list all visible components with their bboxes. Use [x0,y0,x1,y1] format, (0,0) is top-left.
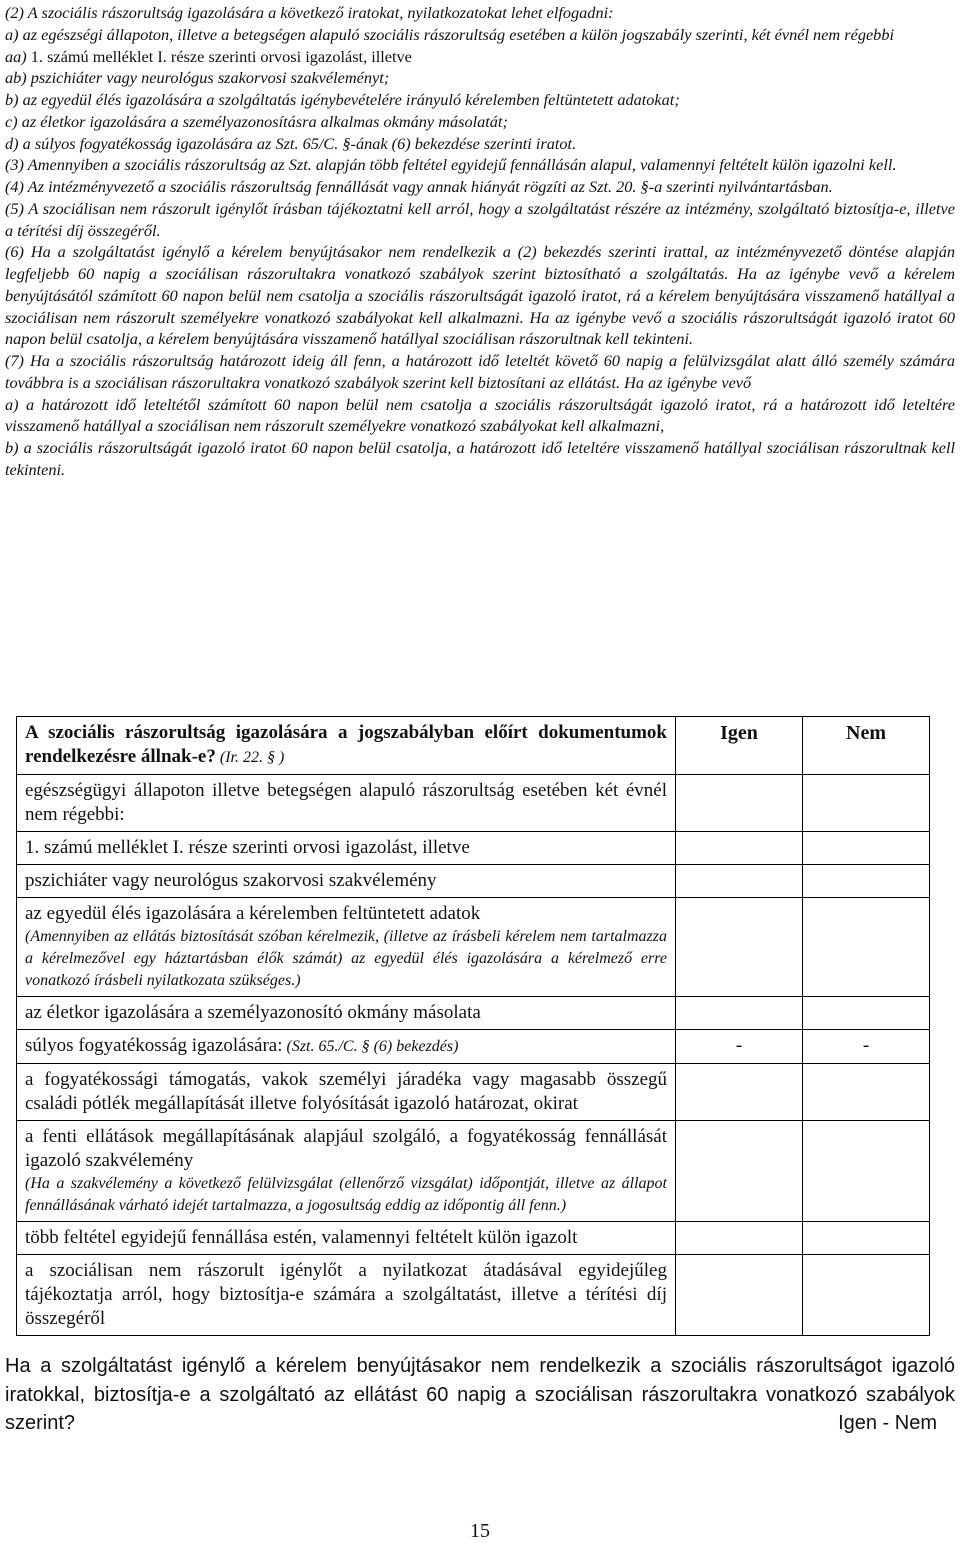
yes-cell[interactable] [676,775,803,832]
no-cell[interactable] [803,1255,930,1336]
row-label-with-note [17,898,676,997]
table-row [17,1222,930,1255]
row-label: egészségügyi állapoton illetve betegségen alapuló rászorultság esetében két évnél nem régebbi: [17,775,676,832]
yes-cell[interactable] [676,865,803,898]
no-cell[interactable]: - [803,1030,930,1064]
paragraph-4: (4) Az intézményvezető a szociális rászorultság fennállását vagy annak hiányát rögzíti az Szt. 20. §-a szerinti nyilvántartásban. [5,177,833,196]
column-header-no: Nem [803,717,930,775]
row-label: 1. számú melléklet I. része szerinti orvosi igazolást, illetve [17,832,676,865]
no-cell[interactable] [803,775,930,832]
yes-cell[interactable] [676,1121,803,1222]
no-cell[interactable] [803,1064,930,1121]
row-label-with-note [17,1121,676,1222]
paragraph-7-b: b) a szociális rászorultságát igazoló iratot 60 napon belül csatolja, a határozott idő leteltére visszamenő hatállyal szociálisan rászorultnak kell tekinteni. [5,438,955,479]
closing-question: Ha a szolgáltatást igénylő a kérelem benyújtásakor nem rendelkezik a szociális rászorultságot igazoló iratokkal, biztosítja-e a szolgáltató az ellátást 60 napig a szociálisan rászorultakra vonatkozó szabályok szerint? [5,1355,955,1434]
row-label: súlyos fogyatékosság igazolására: [25,1035,283,1056]
yes-cell[interactable] [676,1222,803,1255]
row-label: a fenti ellátások megállapításának alapjául szolgáló, a fogyatékosság fennállását igazoló szakvélemény [25,1126,667,1171]
yes-cell[interactable] [676,1064,803,1121]
paragraph-2-aa-label: aa) [5,46,27,66]
row-note: (Amennyiben az ellátás biztosítását szóban kérelmezik, (illetve az írásbeli kérelem nem tartalmazza a kérelmezővel egy háztartásban élők számát) az egyedül élés igazolására a kérelmező erre vonatkozó írásbeli nyilatkozata szükséges.) [25,928,667,989]
yes-cell[interactable] [676,1255,803,1336]
checklist-header-row [17,717,930,775]
no-cell[interactable] [803,997,930,1030]
row-label: az életkor igazolására a személyazonosító okmány másolata [17,997,676,1030]
yes-cell[interactable]: - [676,1030,803,1064]
no-cell[interactable] [803,1121,930,1222]
closing-answer-options[interactable]: Igen - Nem [838,1412,937,1434]
legal-text-block [5,2,955,481]
no-cell[interactable] [803,1222,930,1255]
table-row [17,865,930,898]
paragraph-2-a: a) az egészségi állapoton, illetve a betegségen alapuló szociális rászorultság esetében a külön jogszabály szerinti, két évnél nem régebbi [5,24,894,44]
row-label: az egyedül élés igazolására a kérelemben feltüntetett adatok [25,903,481,924]
paragraph-6: (6) Ha a szolgáltatást igénylő a kérelem benyújtásakor nem rendelkezik a (2) bekezdés szerinti irattal, az intézményvezető döntése alapján legfeljebb 60 napig a szociálisan rászorultakra vonatkozó szabályok szerint biztosítható a szolgáltatás. Ha az igénybe vevő a kérelem benyújtásától számított 60 napon belül nem csatolja a szociális rászorultságát igazoló iratot, rá a kérelem benyújtására visszamenő hatállyal a szociálisan nem rászorult személyekre vonatkozó szabályokat kell alkalmazni. Ha az igénybe vevő a szociális rászorultságát igazoló iratot 60 napon belül csatolja, a kérelem benyújtására visszamenő hatállyal szociálisan rászorultnak kell tekinteni. [5,242,955,349]
no-cell[interactable] [803,898,930,997]
paragraph-2-aa-text: 1. számú melléklet I. része szerinti orvosi igazolást, illetve [30,46,412,66]
table-row [17,1064,930,1121]
closing-question-block [5,1352,955,1438]
row-reference: (Szt. 65./C. § (6) bekezdés) [282,1038,459,1055]
checklist-table [16,716,930,1336]
paragraph-7: (7) Ha a szociális rászorultság határozott ideig áll fenn, a határozott idő leteltét követő 60 napig a felülvizsgálat alatt álló személy számára továbbra is a szociálisan rászorultakra vonatkozó szabályok szerint kell biztosítani az ellátást. Ha az igénybe vevő [5,351,955,392]
paragraph-7-a: a) a határozott idő leteltétől számított 60 napon belül nem csatolja a szociális rászorultságát igazoló iratot, rá a határozott idő leteltére visszamenő hatállyal a szociálisan nem rászorult személyekre vonatkozó szabályokat kell alkalmazni, [5,394,955,436]
table-row [17,1030,930,1064]
table-row [17,1121,930,1222]
yes-cell[interactable] [676,997,803,1030]
checklist-question-cell [17,717,676,775]
row-label: pszichiáter vagy neurológus szakorvosi szakvélemény [17,865,676,898]
yes-cell[interactable] [676,832,803,865]
paragraph-2-aa [5,46,955,68]
paragraph-3: (3) Amennyiben a szociális rászorultság az Szt. alapján több feltétel egyidejű fennállásán alapul, valamennyi feltételt külön igazolni kell. [5,155,897,175]
column-header-yes: Igen [676,717,803,775]
paragraph-2-intro: (2) A szociális rászorultság igazolására a következő iratokat, nyilatkozatokat lehet elfogadni: [5,3,614,22]
paragraph-2-c: c) az életkor igazolására a személyazonosításra alkalmas okmány másolatát; [5,111,508,131]
no-cell[interactable] [803,832,930,865]
paragraph-2-b: b) az egyedül élés igazolására a szolgáltatás igénybevételére irányuló kérelemben feltüntetett adatokat; [5,90,680,109]
paragraph-2-ab: ab) pszichiáter vagy neurológus szakorvosi szakvéleményt; [5,68,390,88]
yes-cell[interactable] [676,898,803,997]
table-row [17,775,930,832]
row-label: a szociálisan nem rászorult igénylőt a nyilatkozat átadásával egyidejűleg tájékoztatja arról, hogy biztosítja-e számára a szolgáltatást, illetve a térítési díj összegéről [17,1255,676,1336]
row-label-with-reference [17,1030,676,1064]
paragraph-5: (5) A szociálisan nem rászorult igénylőt írásban tájékoztatni kell arról, hogy a szolgáltatást részére az intézmény, szolgáltató biztosítja-e, illetve a térítési díj összegéről. [5,198,955,240]
page-number: 15 [470,1520,490,1542]
table-row [17,997,930,1030]
checklist-question-reference: (Ir. 22. § ) [215,749,285,766]
row-note: (Ha a szakvélemény a következő felülvizsgálat (ellenőrző vizsgálat) időpontját, illetve az állapot fennállásának várható idejét tartalmazza, a jogosultság eddig az időpontig áll fenn.) [25,1175,667,1214]
table-row [17,1255,930,1336]
row-label: a fogyatékossági támogatás, vakok személyi járadéka vagy magasabb összegű családi pótlék megállapítását illetve folyósítását igazoló határozat, okirat [17,1064,676,1121]
checklist-question: A szociális rászorultság igazolására a jogszabályban előírt dokumentumok rendelkezésre állnak-e? [25,722,667,767]
row-label: több feltétel egyidejű fennállása estén, valamennyi feltételt külön igazolt [17,1222,676,1255]
paragraph-2-d: d) a súlyos fogyatékosság igazolására az Szt. 65/C. §-ának (6) bekezdése szerinti iratot. [5,133,577,153]
no-cell[interactable] [803,865,930,898]
table-row [17,832,930,865]
table-row [17,898,930,997]
